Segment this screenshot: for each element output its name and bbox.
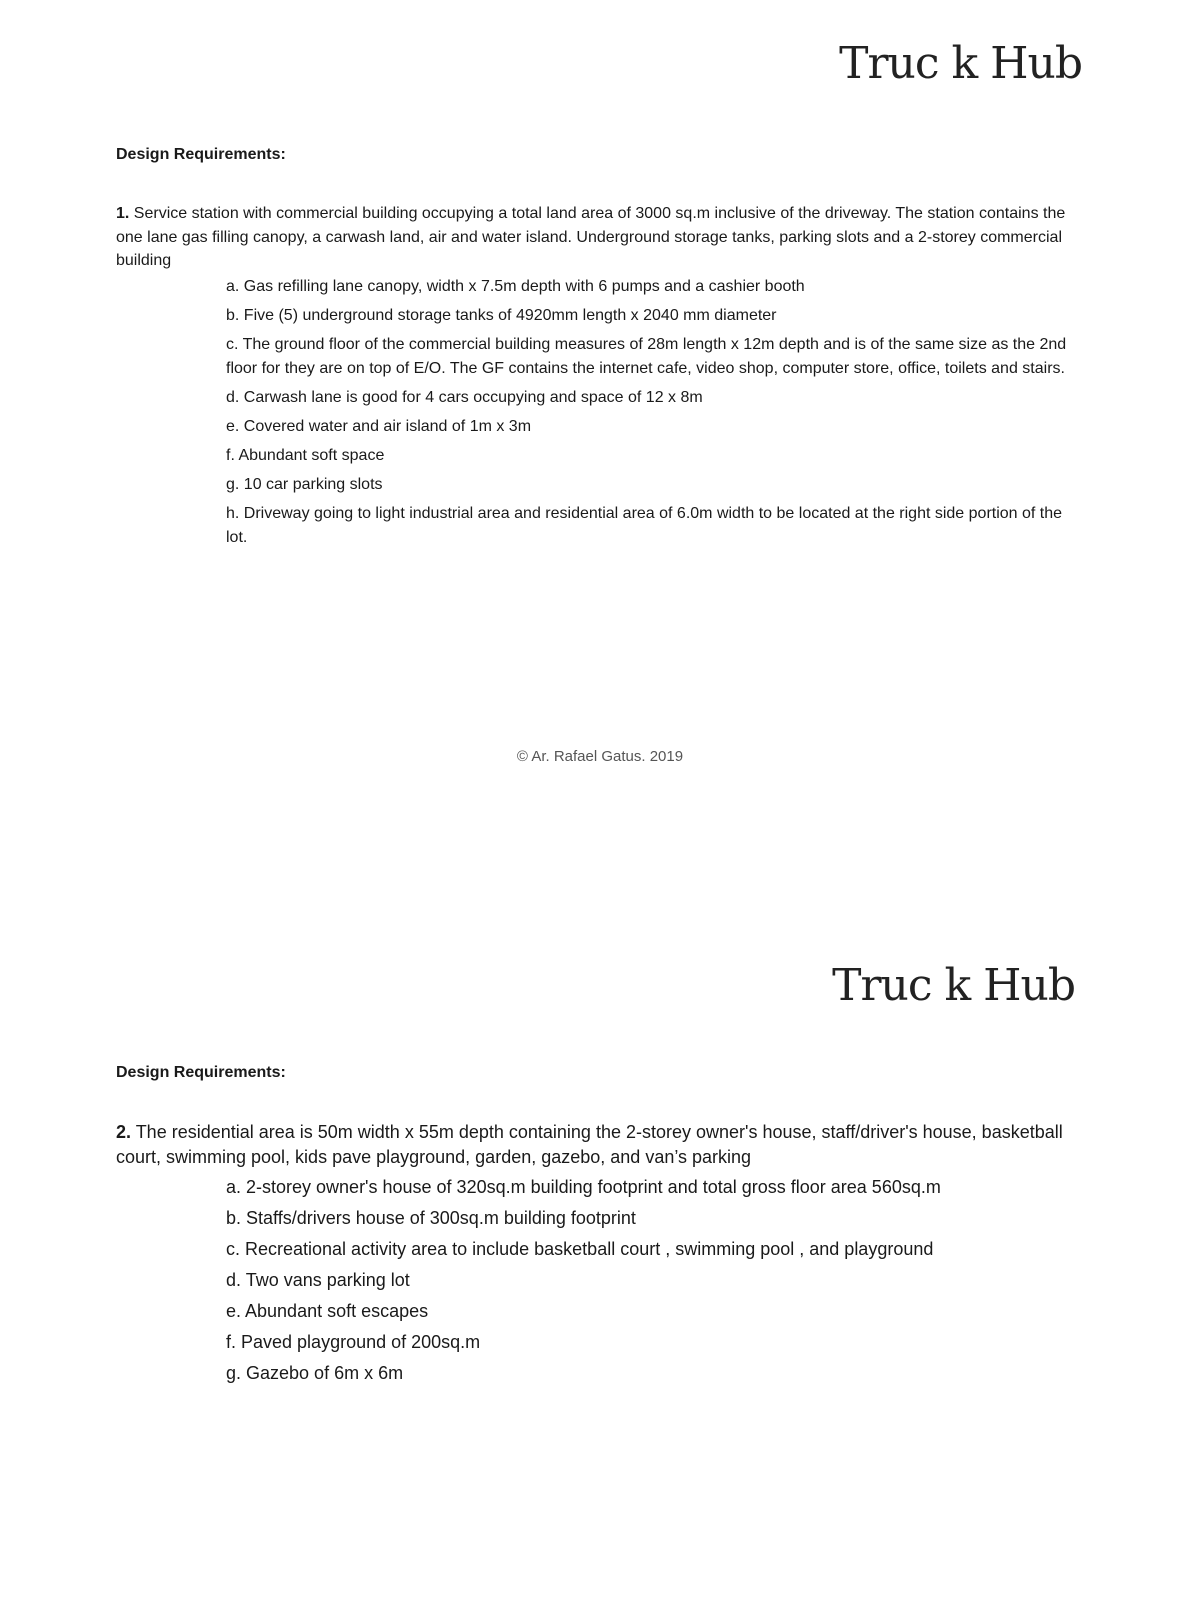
document-page-2 bbox=[0, 800, 1200, 1600]
list-item: a. Gas refilling lane canopy, width x 7.5m depth with 6 pumps and a cashier booth bbox=[226, 278, 805, 295]
requirement-number: 1. bbox=[116, 205, 130, 222]
list-item: b. Five (5) underground storage tanks of 4920mm length x 2040 mm diameter bbox=[226, 307, 777, 324]
copyright-notice: © Ar. Rafael Gatus. 2019 bbox=[516, 748, 684, 765]
requirement-number: 2. bbox=[116, 1122, 132, 1142]
requirement-intro-text: The residential area is 50m width x 55m depth containing the 2-storey owner's house, staff/driver's house, basketball court, swimming pool, kids pave playground, garden, gazebo, and van’s parking bbox=[116, 1122, 1063, 1167]
list-item: g. 10 car parking slots bbox=[226, 476, 383, 493]
list-item: d. Two vans parking lot bbox=[226, 1270, 410, 1290]
requirement-intro-text: Service station with commercial building occupying a total land area of 3000 sq.m inclusive of the driveway. The station contains the one lane gas filling canopy, a carwash land, air and water island. Underground storage tanks, parking slots and a 2-storey commercial building bbox=[116, 205, 1066, 269]
list-item: g. Gazebo of 6m x 6m bbox=[226, 1363, 404, 1383]
requirement-list bbox=[226, 1175, 1086, 1392]
requirement-intro bbox=[116, 202, 1076, 273]
brand-logo-text: Truc k Hub bbox=[839, 38, 1082, 89]
section-heading: Design Requirements: bbox=[116, 1064, 286, 1081]
list-item: c. The ground floor of the commercial building measures of 28m length x 12m depth and is of the same size as the 2nd floor for they are on top of E/O. The GF contains the internet cafe, video shop, computer store, office, toilets and stairs. bbox=[226, 336, 1067, 377]
list-item: a. 2-storey owner's house of 320sq.m building footprint and total gross floor area 560sq.m bbox=[226, 1177, 941, 1197]
list-item: f. Paved playground of 200sq.m bbox=[226, 1332, 481, 1352]
list-item: c. Recreational activity area to include basketball court , swimming pool , and playground bbox=[226, 1239, 934, 1259]
section-heading: Design Requirements: bbox=[116, 146, 286, 163]
list-item: h. Driveway going to light industrial area and residential area of 6.0m width to be located at the right side portion of the lot. bbox=[226, 505, 1063, 546]
list-item: e. Covered water and air island of 1m x 3m bbox=[226, 418, 532, 435]
requirement-list bbox=[226, 275, 1086, 555]
list-item: d. Carwash lane is good for 4 cars occupying and space of 12 x 8m bbox=[226, 389, 703, 406]
requirement-intro bbox=[116, 1120, 1076, 1170]
list-item: f. Abundant soft space bbox=[226, 447, 385, 464]
list-item: e. Abundant soft escapes bbox=[226, 1301, 429, 1321]
list-item: b. Staffs/drivers house of 300sq.m building footprint bbox=[226, 1208, 636, 1228]
brand-logo-text: Truc k Hub bbox=[832, 960, 1075, 1011]
